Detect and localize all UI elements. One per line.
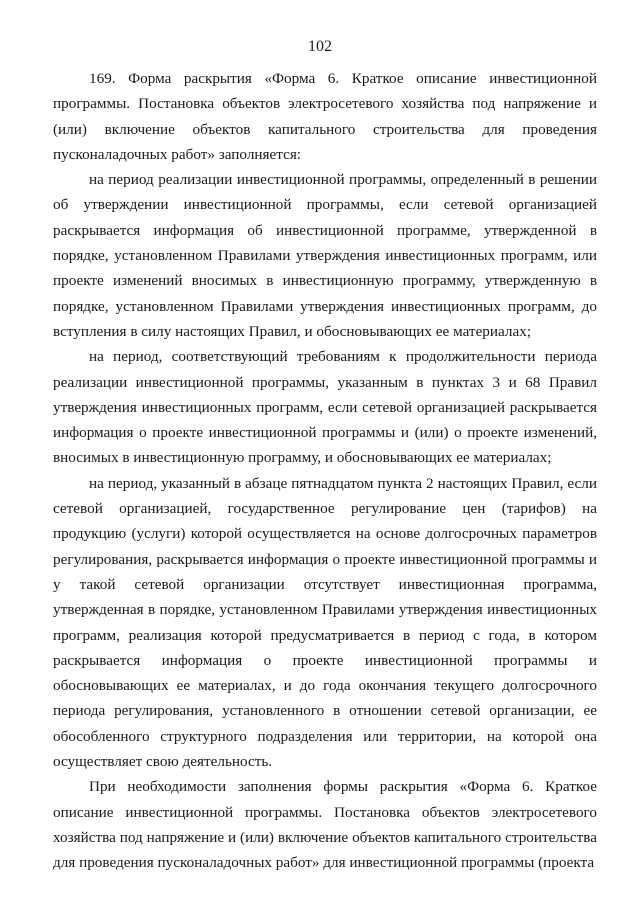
paragraph-period-program-draft: на период, соответствующий требованиям к продолжительности периода реализации инвестиционной программы, указанным в пунктах 3 и 68 Правил утверждения инвестиционных программ, если сетевой организацией раскрывается информация о проекте инвестиционной программы и (или) о проекте изменений, вносимых в инвестиционную программу, и обосновывающих ее материалах; — [53, 348, 597, 467]
page-number: 102 — [308, 38, 332, 55]
paragraph-period-approved-program: на период реализации инвестиционной программы, определенный в решении об утверждении инвестиционной программы, если сетевой организацией раскрывается информация об инвестиционной программе, утвержденной в порядке, установленном Правилами утверждения инвестиционных программ, или проекте изменений вносимых в инвестиционную программу, утвержденную в порядке, установленном Правилами утверждения инвестиционных программ, до вступления в силу настоящих Правил, и обосновывающих ее материалах; — [53, 171, 597, 340]
paragraph-form-6-necessity: При необходимости заполнения формы раскрытия «Форма 6. Краткое описание инвестиционной программы. Постановка объектов электросетевого хозяйства под напряжение и (или) включение объектов капитального строительства для проведения пусконаладочных работ» для инвестиционной программы (проекта — [53, 778, 597, 872]
document-body — [53, 66, 597, 876]
paragraph-period-long-term-regulation: на период, указанный в абзаце пятнадцатом пункта 2 настоящих Правил, если сетевой организацией, государственное регулирование цен (тарифов) на продукцию (услуги) которой осуществляется на основе долгосрочных параметров регулирования, раскрывается информация о проекте инвестиционной программы и у такой сетевой организации отсутствует инвестиционная программа, утвержденная в порядке, установленном Правилами утверждения инвестиционных программ, реализация которой предусматривается в период с года, в котором раскрывается информация о проекте инвестиционной программы и обосновывающих ее материалах, и до года окончания текущего долгосрочного периода регулирования, установленного в отношении сетевой организации, ее обособленного структурного подразделения или территории, на которой она осуществляет свою деятельность. — [53, 474, 597, 771]
paragraph-169-intro: 169. Форма раскрытия «Форма 6. Краткое описание инвестиционной программы. Постановка объектов электросетевого хозяйства под напряжение и (или) включение объектов капитального строительства для проведения пусконаладочных работ» заполняется: — [53, 70, 597, 163]
